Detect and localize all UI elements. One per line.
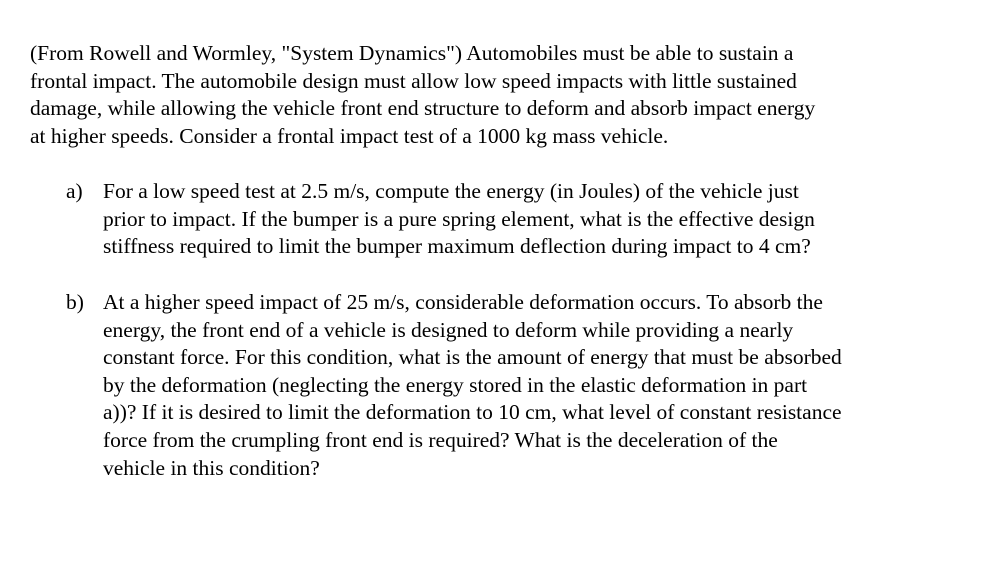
intro-line: damage, while allowing the vehicle front end structure to deform and absorb impact energy xyxy=(30,96,816,121)
item-line: force from the crumpling front end is required? What is the deceleration of the xyxy=(103,427,778,452)
item-line: For a low speed test at 2.5 m/s, compute the energy (in Joules) of the vehicle just xyxy=(103,179,799,203)
intro-line: (From Rowell and Wormley, "System Dynamics") Automobiles must be able to sustain a xyxy=(30,41,794,65)
item-line: At a higher speed impact of 25 m/s, considerable deformation occurs. To absorb the xyxy=(103,290,823,314)
item-line: a))? If it is desired to limit the deformation to 10 cm, what level of constant resistance xyxy=(103,400,842,425)
item-marker-b: b) xyxy=(66,290,84,314)
intro-line: frontal impact. The automobile design must allow low speed impacts with little sustained xyxy=(30,68,797,93)
item-line: stiffness required to limit the bumper maximum deflection during impact to 4 cm? xyxy=(103,234,811,259)
item-line: prior to impact. If the bumper is a pure spring element, what is the effective design xyxy=(103,206,815,231)
item-line: constant force. For this condition, what is the amount of energy that must be absorbed xyxy=(103,345,842,370)
intro-line: at higher speeds. Consider a frontal impact test of a 1000 kg mass vehicle. xyxy=(30,123,669,148)
item-body-b xyxy=(103,289,983,482)
item-line: vehicle in this condition? xyxy=(103,455,320,480)
item-body-a xyxy=(103,178,983,261)
intro-paragraph xyxy=(30,40,990,150)
item-marker-a: a) xyxy=(66,179,83,203)
item-line: energy, the front end of a vehicle is designed to deform while providing a nearly xyxy=(103,317,794,342)
item-line: by the deformation (neglecting the energy stored in the elastic deformation in part xyxy=(103,372,808,397)
